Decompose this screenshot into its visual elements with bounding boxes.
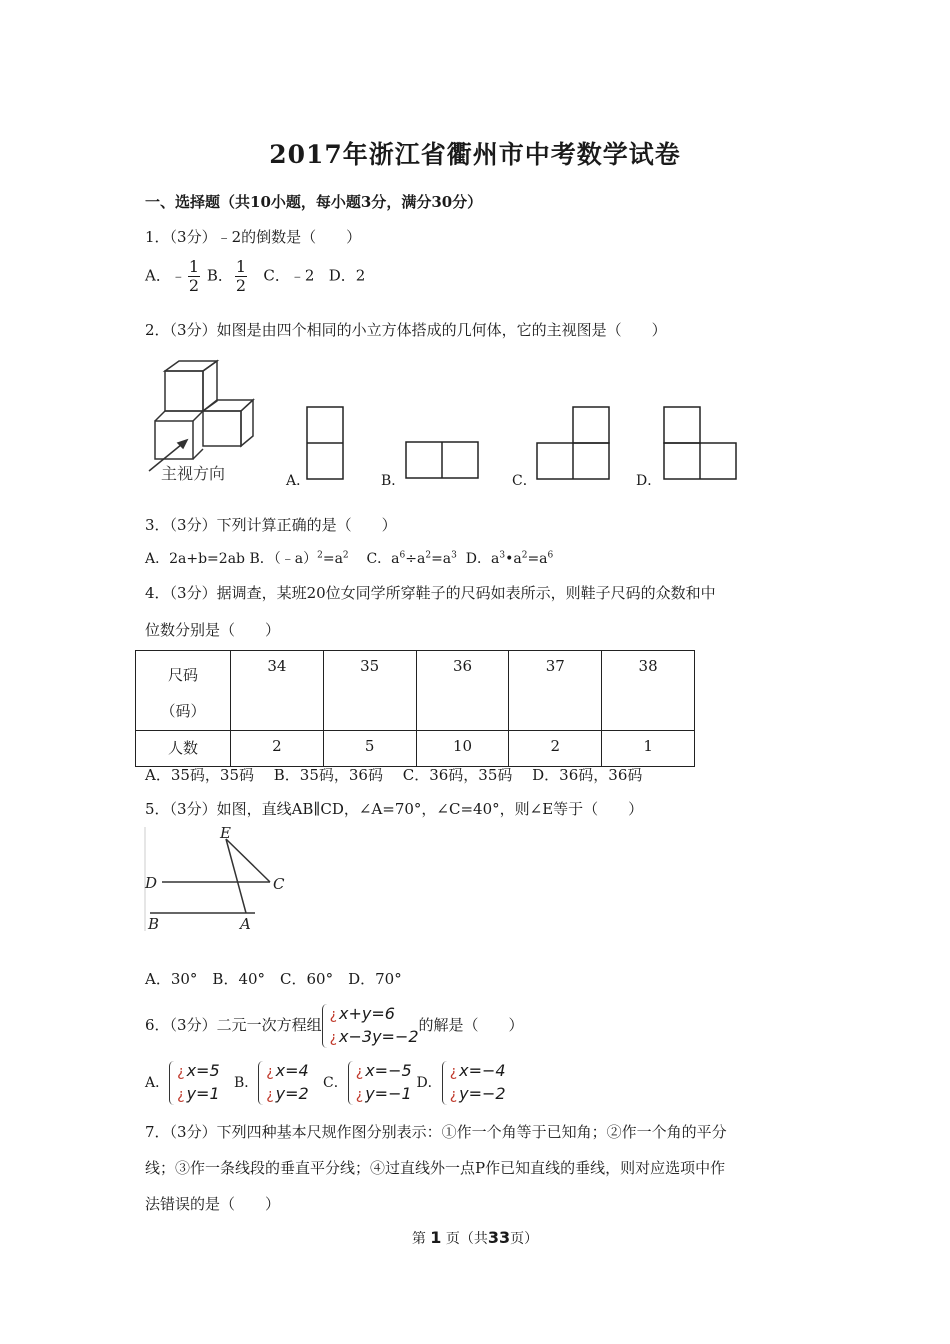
q2-stem: 2．（3分）如图是由四个相同的小立方体搭成的几何体，它的主视图是（ ） bbox=[145, 321, 667, 339]
q3-option-c: C．$a^6\div a^2=a^3$ bbox=[366, 550, 457, 567]
q5-geometry-figure bbox=[140, 825, 300, 935]
q2-option-b-label: B． bbox=[381, 473, 406, 489]
q2-option-a-label: A． bbox=[286, 473, 311, 489]
q6-option-d: ¿ x=−4 ¿ y=−2 bbox=[442, 1060, 506, 1106]
q3-options bbox=[145, 548, 553, 568]
q7-line2: 线；③作一条线段的垂直平分线；④过直线外一点P作已知直线的垂线，则对应选项中作 bbox=[145, 1159, 726, 1177]
q2-option-d-figure bbox=[662, 405, 738, 481]
q3-option-d: D．$a^3•a^2=a^6$ bbox=[465, 550, 554, 567]
table-cell: 5 bbox=[323, 731, 416, 767]
q2-option-d-label: D． bbox=[636, 473, 662, 489]
q4-options: A．35码，35码 B．35码，36码 C．36码，35码 D．36码，36码 bbox=[145, 766, 643, 784]
q2-option-c-figure bbox=[535, 405, 611, 481]
q4-stem-line2: 位数分别是（ ） bbox=[145, 621, 281, 639]
q3-option-b: B．$(﹣a)^2=a^2$ bbox=[249, 550, 349, 567]
table-header-cell: 尺码 （码） bbox=[136, 651, 231, 731]
q2-option-b-figure bbox=[404, 440, 480, 480]
label-a: A bbox=[240, 915, 251, 933]
table-cell: 38 bbox=[602, 651, 695, 731]
table-header-cell: 人数 bbox=[136, 731, 231, 767]
q1-stem: 1．（3分）﹣2的倒数是（ ） bbox=[145, 228, 362, 246]
q1-fraction-a: $\frac{1}{2}$ bbox=[188, 257, 200, 295]
table-cell: 2 bbox=[509, 731, 602, 767]
table-cell: 34 bbox=[231, 651, 324, 731]
q5-stem: 5．（3分）如图，直线AB∥CD，∠A=70°，∠C=40°，则∠E等于（ ） bbox=[145, 800, 644, 818]
shoe-size-table bbox=[135, 650, 695, 767]
q1-option-a-label: A．﹣ bbox=[145, 266, 186, 285]
label-b: B bbox=[148, 915, 160, 933]
q7-line3: 法错误的是（ ） bbox=[145, 1195, 281, 1213]
label-e: E bbox=[220, 825, 231, 842]
q6-equation-system: ¿ x+y=6 ¿ x−3y=−2 bbox=[322, 1003, 419, 1049]
page-title: 2017年浙江省衢州市中考数学试卷 bbox=[269, 140, 681, 169]
table-cell: 35 bbox=[323, 651, 416, 731]
q1-options bbox=[145, 258, 365, 295]
q6-option-a: ¿ x=5 ¿ y=1 bbox=[169, 1060, 220, 1106]
page-footer: 第 1 页（共33页） bbox=[411, 1228, 539, 1247]
q1-option-c: C．﹣2 bbox=[263, 266, 315, 285]
q5-options: A．30° B．40° C．60° D．70° bbox=[145, 970, 402, 988]
table-cell: 36 bbox=[416, 651, 509, 731]
section-heading: 一、选择题（共10小题，每小题3分，满分30分） bbox=[145, 193, 483, 211]
table-row bbox=[136, 651, 695, 731]
table-cell: 1 bbox=[602, 731, 695, 767]
table-cell: 2 bbox=[231, 731, 324, 767]
q1-fraction-b: $\frac{1}{2}$ bbox=[235, 257, 247, 295]
q6-options: A． ¿ x=5 ¿ y=1 B． ¿ x=4 ¿ y=2 C． ¿ x=−5 ¿ y=−1 D． ¿ x=−4 ¿ y=−2 bbox=[145, 1060, 506, 1106]
q7-line1: 7．（3分）下列四种基本尺规作图分别表示：①作一个角等于已知角；②作一个角的平分 bbox=[145, 1123, 727, 1141]
q6-option-c: ¿ x=−5 ¿ y=−1 bbox=[348, 1060, 412, 1106]
label-c: C bbox=[273, 875, 285, 893]
table-cell: 37 bbox=[509, 651, 602, 731]
table-cell: 10 bbox=[416, 731, 509, 767]
q6-stem: 6．（3分）二元一次方程组 ¿ x+y=6 ¿ x−3y=−2的解是（ ） bbox=[145, 1003, 524, 1049]
q1-option-d: D．2 bbox=[328, 266, 366, 285]
q2-cube-figure bbox=[145, 358, 255, 488]
q1-option-b-label: B． bbox=[206, 266, 233, 285]
q3-stem: 3．（3分）下列计算正确的是（ ） bbox=[145, 516, 397, 534]
table-row bbox=[136, 731, 695, 767]
q6-option-b: ¿ x=4 ¿ y=2 bbox=[258, 1060, 309, 1106]
q2-option-c-label: C． bbox=[512, 473, 537, 489]
q3-option-a: A．2a+b=2ab bbox=[145, 551, 246, 567]
q2-option-a-figure bbox=[305, 405, 347, 481]
q4-stem-line1: 4．（3分）据调查，某班20位女同学所穿鞋子的尺码如表所示，则鞋子尺码的众数和中 bbox=[145, 584, 716, 602]
q2-view-direction-label: 主视方向 bbox=[161, 464, 226, 483]
label-d: D bbox=[145, 874, 158, 892]
page-total: 33 bbox=[487, 1228, 511, 1247]
page-number: 1 bbox=[430, 1228, 442, 1247]
